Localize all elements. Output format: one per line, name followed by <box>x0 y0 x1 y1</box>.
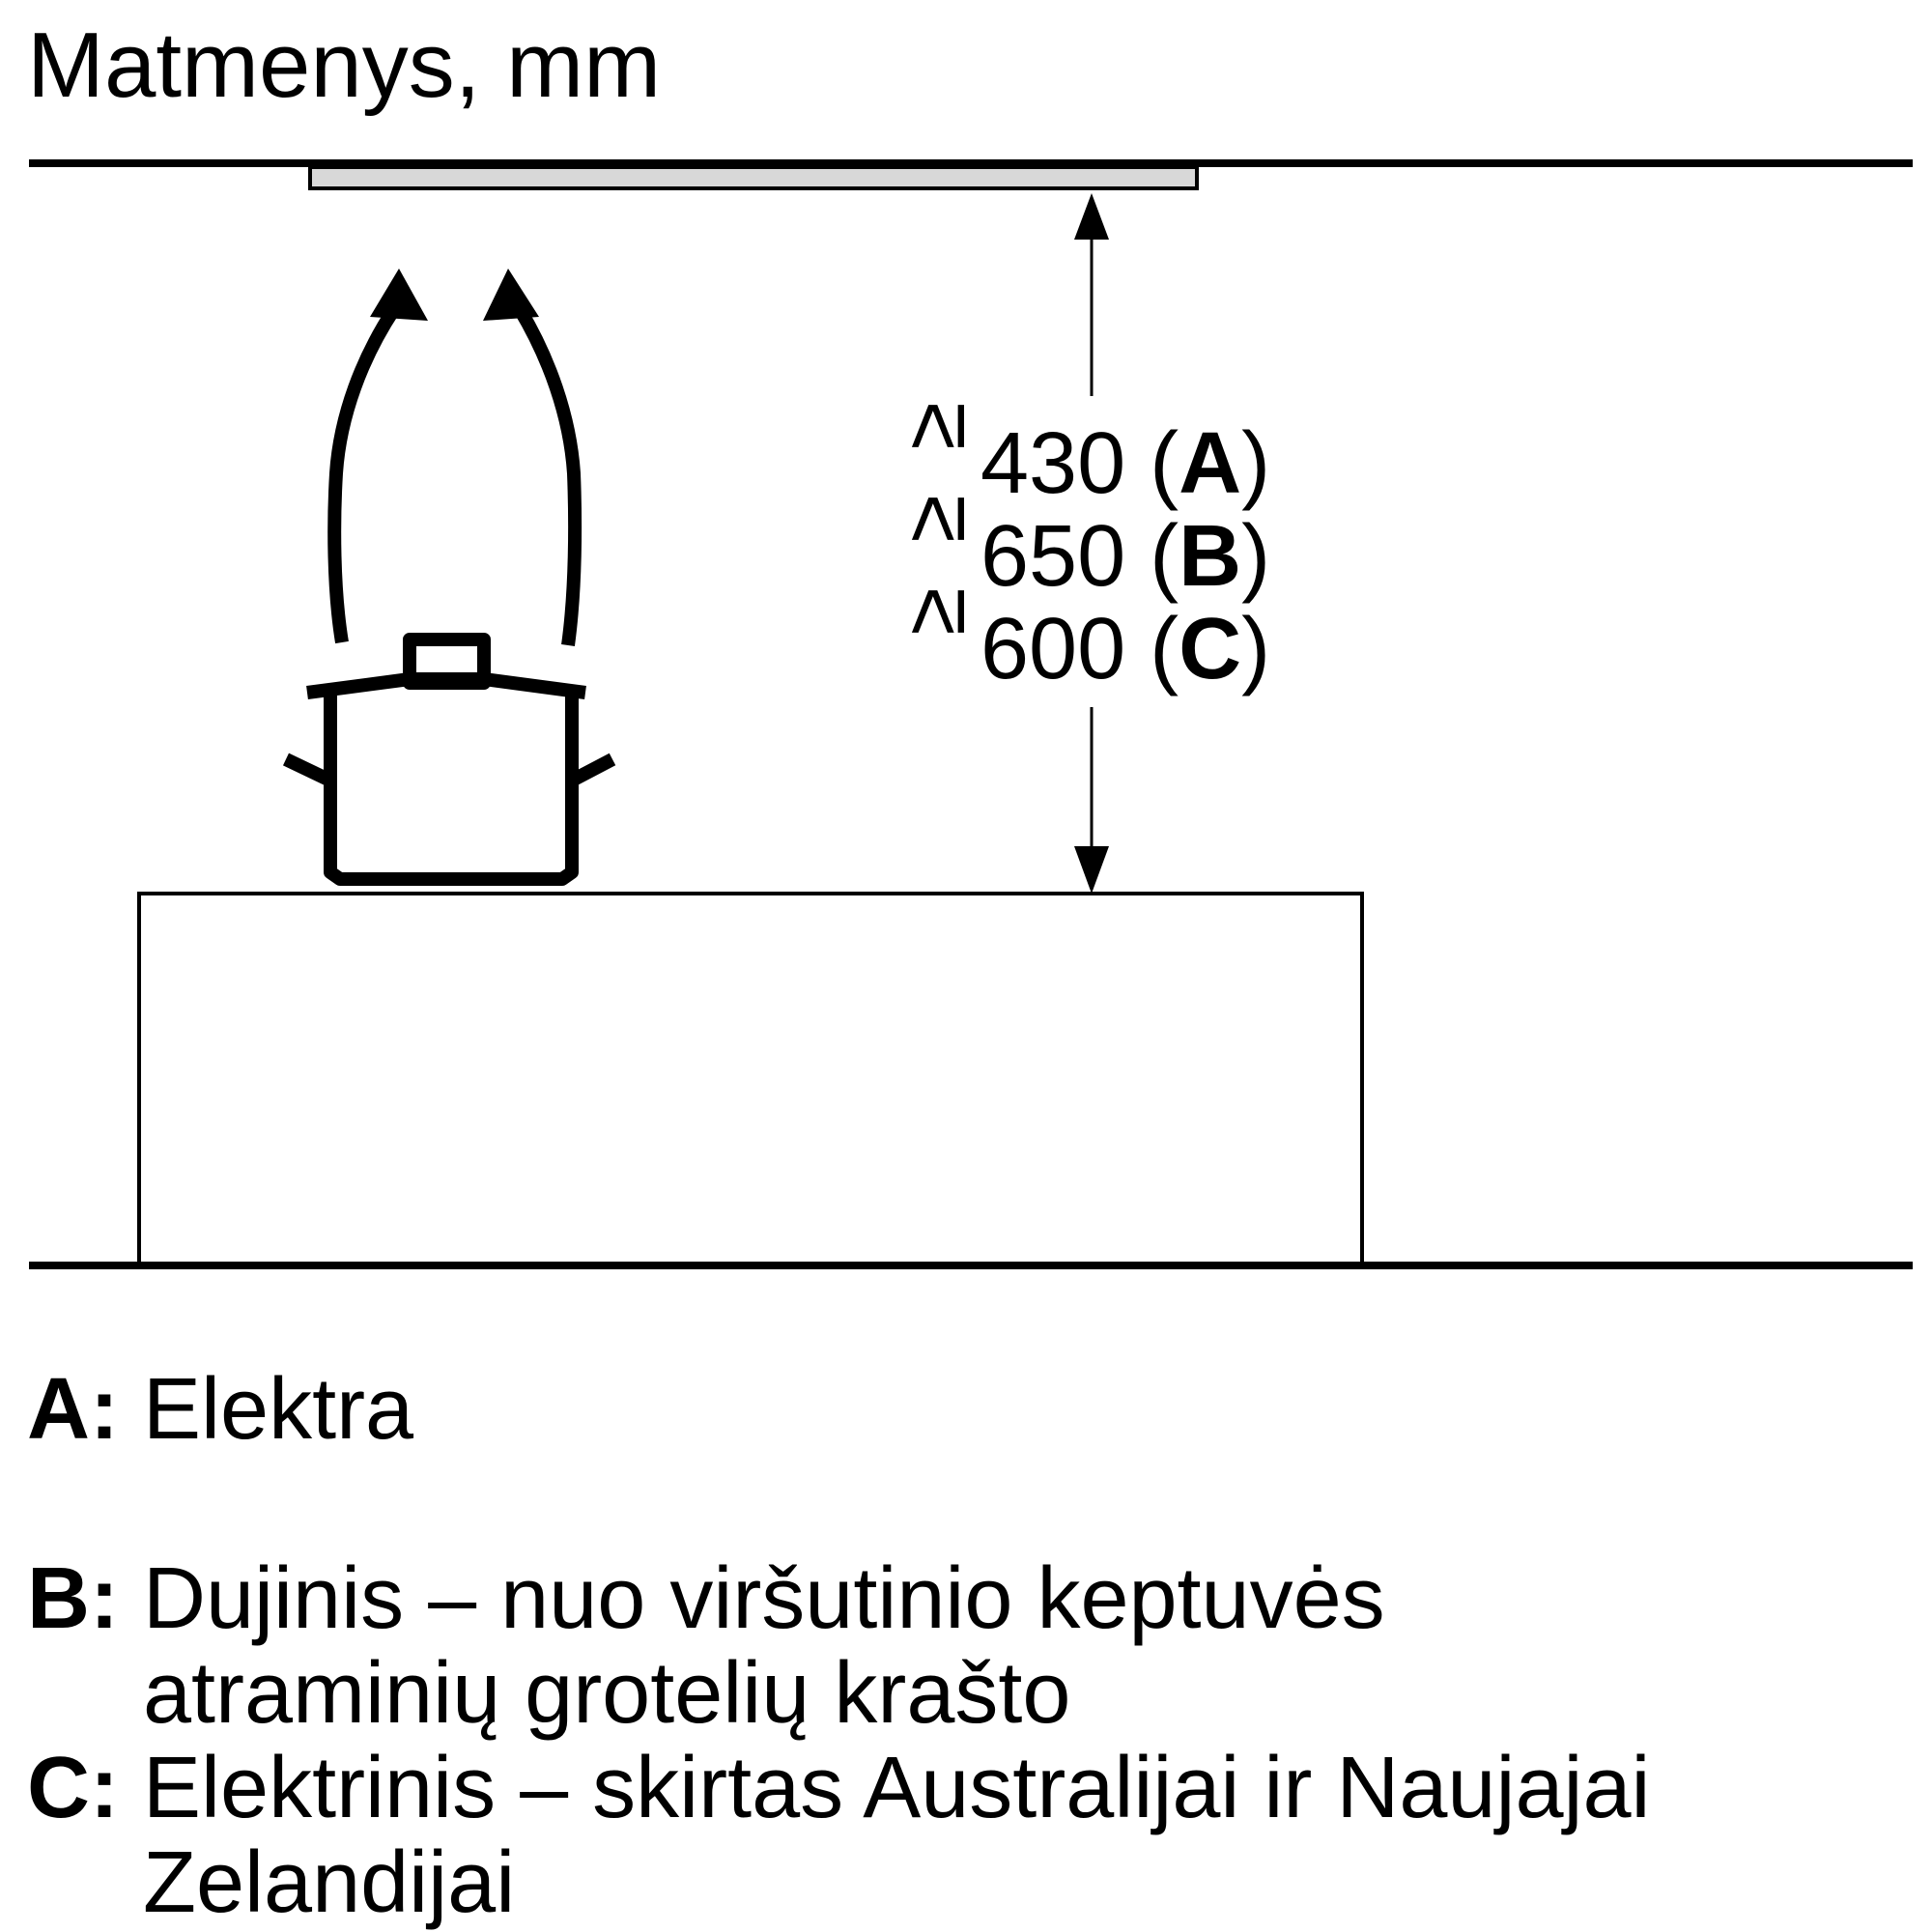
legend-item-b <box>27 1551 1476 1741</box>
legend-item-c <box>27 1741 1766 1930</box>
dimension-value-c: 600 <box>980 601 1126 697</box>
legend-key-a: A: <box>27 1361 119 1458</box>
svg-text:≥ <box>887 587 983 635</box>
svg-text:≥ <box>887 495 983 542</box>
dimension-value-b: 650 <box>980 508 1126 605</box>
cooking-pot <box>286 639 612 879</box>
legend <box>27 1362 1911 1930</box>
legend-text-a: Elektra <box>143 1361 414 1458</box>
diagram-title: Matmenys, mm <box>27 14 662 117</box>
legend-key-c: C: <box>27 1740 119 1836</box>
legend-key-b: B: <box>27 1550 119 1647</box>
dimension-label-c <box>887 587 1270 697</box>
dimension-symbol-b: ≥ <box>887 495 983 543</box>
hood-unit <box>310 167 1197 188</box>
dimension-symbol-a: ≥ <box>887 402 983 450</box>
svg-text:430 (A): 430 (A) <box>980 415 1271 512</box>
svg-text:650 (B): 650 (B) <box>980 508 1271 605</box>
steam-arrow-left <box>334 269 428 642</box>
legend-text-b: Dujinis – nuo viršutinio keptuvės atraminių grotelių krašto <box>143 1550 1385 1742</box>
dimension-key-b: B <box>1179 508 1242 605</box>
legend-item-a <box>27 1362 1911 1457</box>
dimension-symbol-c: ≥ <box>887 587 983 636</box>
steam-arrow-right <box>483 269 575 645</box>
cooktop-cabinet <box>139 894 1362 1265</box>
svg-text:≥ <box>887 402 983 449</box>
dimension-value-a: 430 <box>980 415 1126 512</box>
legend-text-c: Elektrinis – skirtas Australijai ir Naujajai Zelandijai <box>143 1740 1651 1931</box>
dimension-key-a: A <box>1179 415 1242 512</box>
dimension-key-c: C <box>1179 601 1242 697</box>
svg-text:600 (C): 600 (C) <box>980 601 1271 697</box>
